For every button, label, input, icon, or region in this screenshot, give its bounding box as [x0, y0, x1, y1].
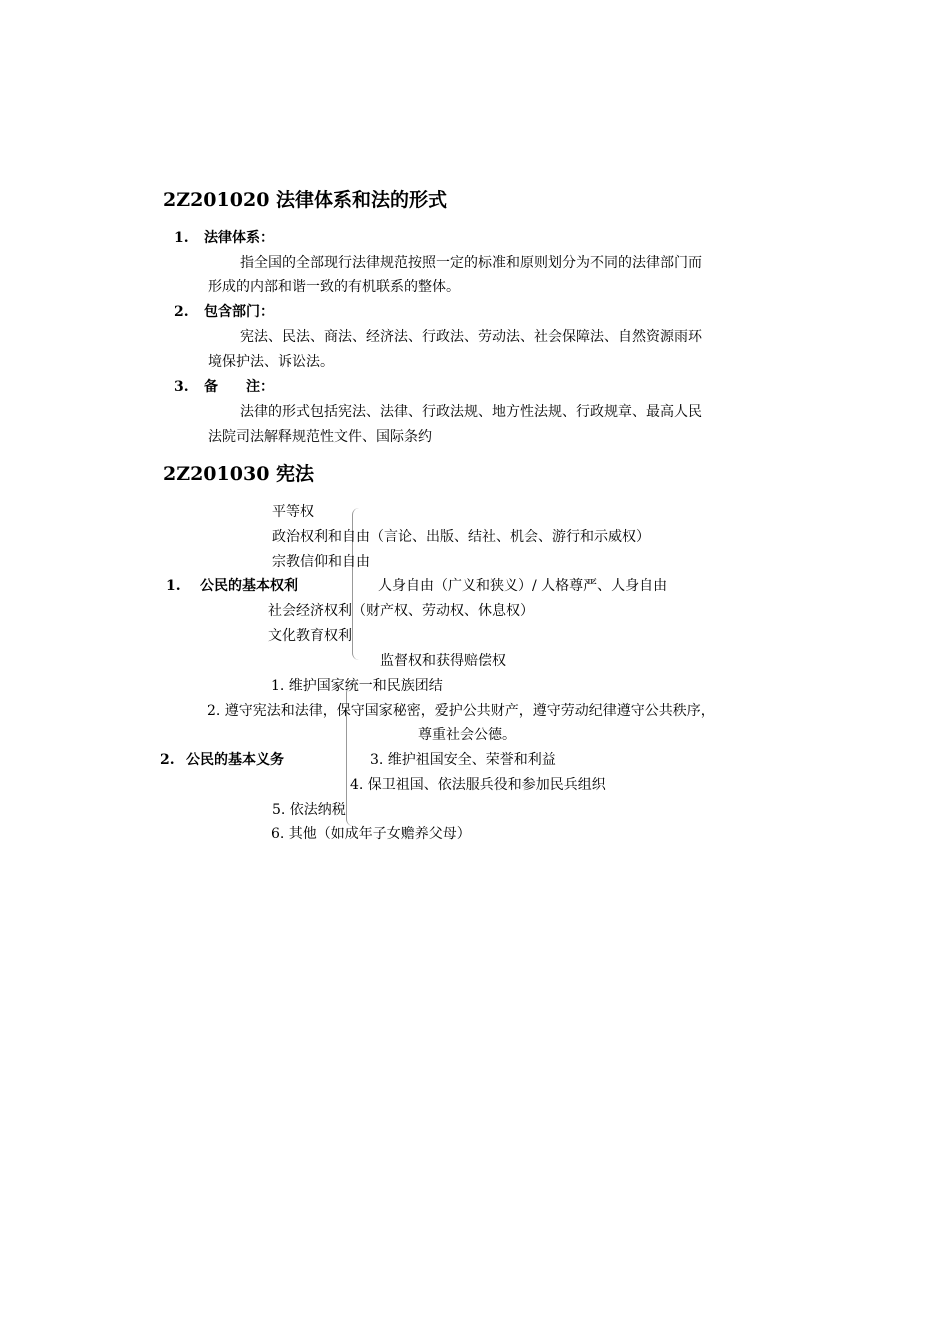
- duty-item: 4. 保卫祖国、依法服兵役和参加民兵组织: [350, 777, 606, 793]
- duties-label: 公民的基本义务: [186, 752, 284, 768]
- item-3-heading: [174, 377, 274, 397]
- duty-item: 3. 维护祖国安全、荣誉和利益: [370, 752, 556, 768]
- rights-heading: [166, 576, 298, 596]
- right-item: 社会经济权利（财产权、劳动权、休息权）: [268, 603, 534, 619]
- item-1-heading: [174, 228, 274, 248]
- section-2-title: 2Z201030 宪法: [163, 463, 315, 485]
- item-2-text-line2: 境保护法、诉讼法。: [208, 354, 334, 370]
- right-item: 政治权利和自由（言论、出版、结社、机会、游行和示威权）: [272, 529, 650, 545]
- item-3-text-line2: 法院司法解释规范性文件、国际条约: [208, 429, 432, 445]
- duty-item: 1. 维护国家统一和民族团结: [271, 678, 443, 694]
- rights-label: 公民的基本权利: [200, 578, 298, 594]
- rights-number: 1.: [166, 578, 181, 594]
- duty-item: 尊重社会公德。: [418, 727, 516, 743]
- right-item: 人身自由（广义和狭义）/ 人格尊严、人身自由: [378, 578, 668, 594]
- item-2-text-line1: 宪法、民法、商法、经济法、行政法、劳动法、社会保障法、自然资源雨环: [240, 329, 702, 345]
- item-3-text-line1: 法律的形式包括宪法、法律、行政法规、地方性法规、行政规章、最高人民: [240, 404, 702, 420]
- section-1-title: 2Z201020 法律体系和法的形式: [163, 189, 448, 211]
- duties-heading: [160, 750, 284, 770]
- item-3-number: 3.: [174, 379, 189, 395]
- duties-number: 2.: [160, 752, 175, 768]
- duty-item: 6. 其他（如成年子女赡养父母）: [271, 826, 471, 842]
- right-item: 宗教信仰和自由: [272, 554, 370, 570]
- item-1-number: 1.: [174, 230, 189, 246]
- item-2-number: 2.: [174, 304, 189, 320]
- item-3-label: 备 注：: [204, 379, 274, 395]
- item-1-label: 法律体系：: [204, 230, 274, 246]
- right-item: 文化教育权利: [268, 628, 352, 644]
- item-2-label: 包含部门：: [204, 304, 274, 320]
- right-item: 平等权: [272, 504, 314, 520]
- item-2-heading: [174, 302, 274, 322]
- duty-item: 5. 依法纳税: [272, 802, 346, 818]
- item-1-text-line2: 形成的内部和谐一致的有机联系的整体。: [208, 279, 460, 295]
- right-item: 监督权和获得赔偿权: [380, 653, 506, 669]
- item-1-text-line1: 指全国的全部现行法律规范按照一定的标准和原则划分为不同的法律部门而: [240, 255, 702, 271]
- duty-item: 2. 遵守宪法和法律，保守国家秘密，爱护公共财产，遵守劳动纪律遵守公共秩序，: [207, 703, 715, 719]
